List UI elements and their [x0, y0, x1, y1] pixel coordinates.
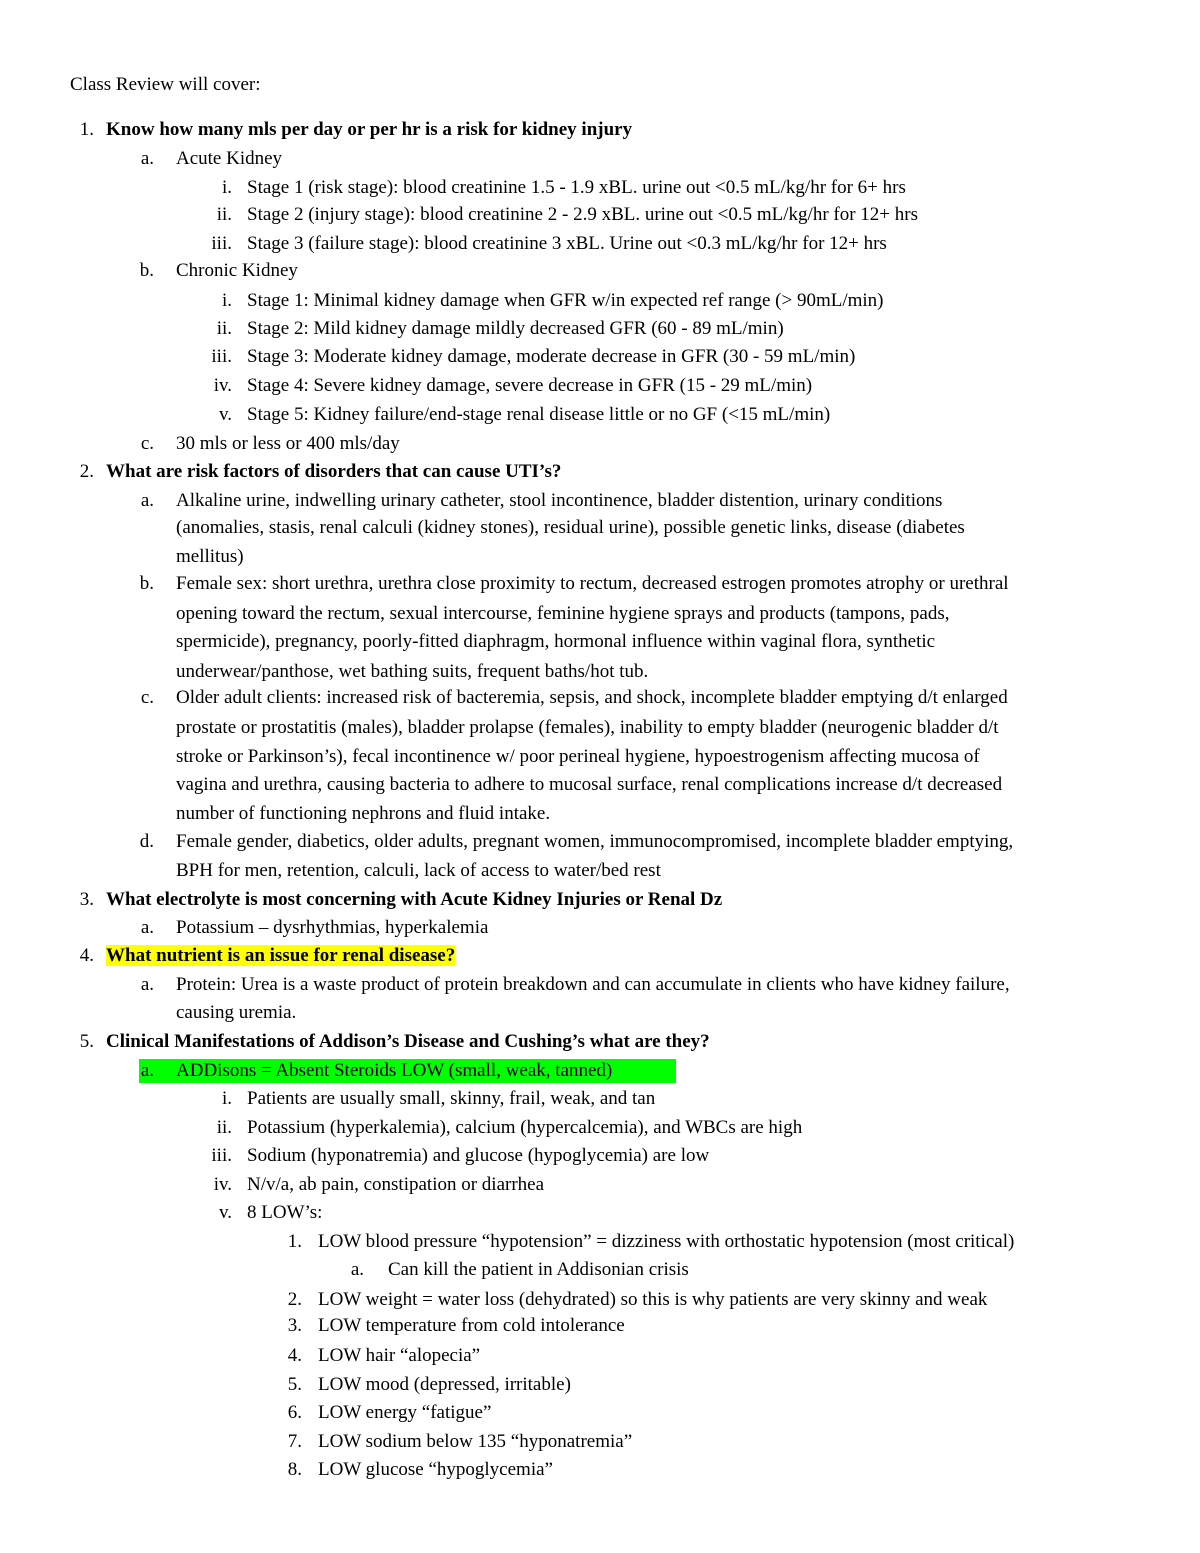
- list-marker: a.: [140, 148, 154, 169]
- list-item: Stage 4: Severe kidney damage, severe decrease in GFR (15 - 29 mL/min): [247, 375, 813, 396]
- list-item: Acute Kidney: [176, 148, 283, 169]
- list-marker: v.: [218, 404, 232, 425]
- list-marker: iii.: [211, 1145, 232, 1166]
- list-item: LOW temperature from cold intolerance: [318, 1315, 625, 1336]
- document-header: Class Review will cover:: [70, 74, 261, 95]
- list-marker: a.: [140, 974, 154, 995]
- list-item-line: BPH for men, retention, calculi, lack of access to water/bed rest: [176, 860, 661, 881]
- list-item-line: causing uremia.: [176, 1002, 297, 1023]
- list-marker: iii.: [211, 233, 232, 254]
- list-item: Potassium (hyperkalemia), calcium (hypercalcemia), and WBCs are high: [247, 1117, 803, 1138]
- list-marker: iv.: [213, 375, 232, 396]
- list-item-line: Protein: Urea is a waste product of protein breakdown and can accumulate in clients who have kidney failure,: [176, 974, 1010, 995]
- list-marker: 2.: [79, 461, 94, 482]
- list-marker: a.: [140, 917, 154, 938]
- list-item-line: mellitus): [176, 546, 244, 567]
- list-marker: 7.: [287, 1431, 302, 1452]
- list-item: Sodium (hyponatremia) and glucose (hypoglycemia) are low: [247, 1145, 710, 1166]
- list-marker: 8.: [287, 1459, 302, 1480]
- list-item-line: (anomalies, stasis, renal calculi (kidney stones), residual urine), possible genetic links, disease (diabetes: [176, 517, 965, 538]
- list-item: Stage 5: Kidney failure/end-stage renal disease little or no GF (<15 mL/min): [247, 404, 831, 425]
- list-item: N/v/a, ab pain, constipation or diarrhea: [247, 1174, 545, 1195]
- list-item-line: prostate or prostatitis (males), bladder prolapse (females), inability to empty bladder (neurogenic bladder d/t: [176, 717, 999, 738]
- list-marker: 4.: [79, 945, 94, 966]
- list-item-line: Alkaline urine, indwelling urinary catheter, stool incontinence, bladder distention, urinary conditions: [176, 490, 943, 511]
- list-item-line: Female gender, diabetics, older adults, pregnant women, immunocompromised, incomplete bladder emptying,: [176, 831, 1014, 852]
- list-item: Potassium – dysrhythmias, hyperkalemia: [176, 917, 489, 938]
- question-heading: What are risk factors of disorders that can cause UTI’s?: [106, 461, 562, 482]
- list-marker: 6.: [287, 1402, 302, 1423]
- list-marker: a.: [350, 1259, 364, 1280]
- list-item: Stage 1 (risk stage): blood creatinine 1.5 - 1.9 xBL. urine out <0.5 mL/kg/hr for 6+ hrs: [247, 177, 906, 198]
- list-marker: c.: [140, 433, 154, 454]
- list-marker: ii.: [216, 204, 232, 225]
- list-marker: v.: [218, 1202, 232, 1223]
- list-marker: ii.: [216, 1117, 232, 1138]
- list-marker: iv.: [213, 1174, 232, 1195]
- list-item: Stage 3: Moderate kidney damage, moderate decrease in GFR (30 - 59 mL/min): [247, 346, 856, 367]
- list-marker: 2.: [287, 1289, 302, 1310]
- list-marker: d.: [139, 831, 154, 852]
- list-item-line: vagina and urethra, causing bacteria to adhere to mucosal surface, renal complications increase d/t decreased: [176, 774, 1003, 795]
- list-marker: b.: [139, 260, 154, 281]
- list-item: Can kill the patient in Addisonian crisis: [388, 1259, 689, 1280]
- list-item: 8 LOW’s:: [247, 1202, 323, 1223]
- list-item-highlighted: ADDisons = Absent Steroids LOW (small, weak, tanned): [176, 1060, 613, 1081]
- question-heading: What electrolyte is most concerning with Acute Kidney Injuries or Renal Dz: [106, 889, 723, 910]
- list-item: LOW mood (depressed, irritable): [318, 1374, 571, 1395]
- list-marker: 5.: [79, 1031, 94, 1052]
- list-item-line: underwear/panthose, wet bathing suits, frequent baths/hot tub.: [176, 661, 649, 682]
- list-item-line: spermicide), pregnancy, poorly-fitted diaphragm, hormonal influence within vaginal flora, synthetic: [176, 631, 936, 652]
- question-heading-highlighted: [106, 944, 455, 968]
- list-marker: 3.: [287, 1315, 302, 1336]
- list-item: Stage 2: Mild kidney damage mildly decreased GFR (60 - 89 mL/min): [247, 318, 784, 339]
- list-marker: i.: [221, 290, 232, 311]
- list-item: Chronic Kidney: [176, 260, 298, 281]
- yellow-highlight: What nutrient is an issue for renal disease?: [106, 945, 456, 966]
- list-marker: 4.: [287, 1345, 302, 1366]
- list-item-line: stroke or Parkinson’s), fecal incontinence w/ poor perineal hygiene, hypoestrogenism affecting mucosa of: [176, 746, 980, 767]
- list-marker: ii.: [216, 318, 232, 339]
- list-marker: 1.: [79, 119, 94, 140]
- list-item: LOW glucose “hypoglycemia”: [318, 1459, 553, 1480]
- list-item: LOW blood pressure “hypotension” = dizziness with orthostatic hypotension (most critical): [318, 1231, 1015, 1252]
- list-item-line: number of functioning nephrons and fluid intake.: [176, 803, 551, 824]
- list-item: LOW sodium below 135 “hyponatremia”: [318, 1431, 633, 1452]
- list-item: Stage 1: Minimal kidney damage when GFR w/in expected ref range (> 90mL/min): [247, 290, 884, 311]
- list-marker: a.: [140, 1060, 154, 1081]
- list-item: 30 mls or less or 400 mls/day: [176, 433, 400, 454]
- list-item: Stage 2 (injury stage): blood creatinine 2 - 2.9 xBL. urine out <0.5 mL/kg/hr for 12+ hrs: [247, 204, 918, 225]
- list-item-line: opening toward the rectum, sexual intercourse, feminine hygiene sprays and products (tampons, pads,: [176, 603, 950, 624]
- list-marker: a.: [140, 490, 154, 511]
- list-marker: 3.: [79, 889, 94, 910]
- list-marker: i.: [221, 1088, 232, 1109]
- list-item: LOW weight = water loss (dehydrated) so this is why patients are very skinny and weak: [318, 1289, 988, 1310]
- list-item: Patients are usually small, skinny, frail, weak, and tan: [247, 1088, 656, 1109]
- list-marker: 1.: [287, 1231, 302, 1252]
- list-item-line: Older adult clients: increased risk of bacteremia, sepsis, and shock, incomplete bladder emptying d/t enlarged: [176, 687, 1008, 708]
- question-heading: Know how many mls per day or per hr is a risk for kidney injury: [106, 119, 633, 140]
- list-marker: b.: [139, 573, 154, 594]
- list-item: LOW hair “alopecia”: [318, 1345, 481, 1366]
- list-item: LOW energy “fatigue”: [318, 1402, 492, 1423]
- list-marker: i.: [221, 177, 232, 198]
- question-heading: Clinical Manifestations of Addison’s Disease and Cushing’s what are they?: [106, 1031, 710, 1052]
- list-item-line: Female sex: short urethra, urethra close proximity to rectum, decreased estrogen promotes atrophy or urethral: [176, 573, 1009, 594]
- list-marker: c.: [140, 687, 154, 708]
- list-item: Stage 3 (failure stage): blood creatinine 3 xBL. Urine out <0.3 mL/kg/hr for 12+ hrs: [247, 233, 887, 254]
- list-marker: iii.: [211, 346, 232, 367]
- list-marker: 5.: [287, 1374, 302, 1395]
